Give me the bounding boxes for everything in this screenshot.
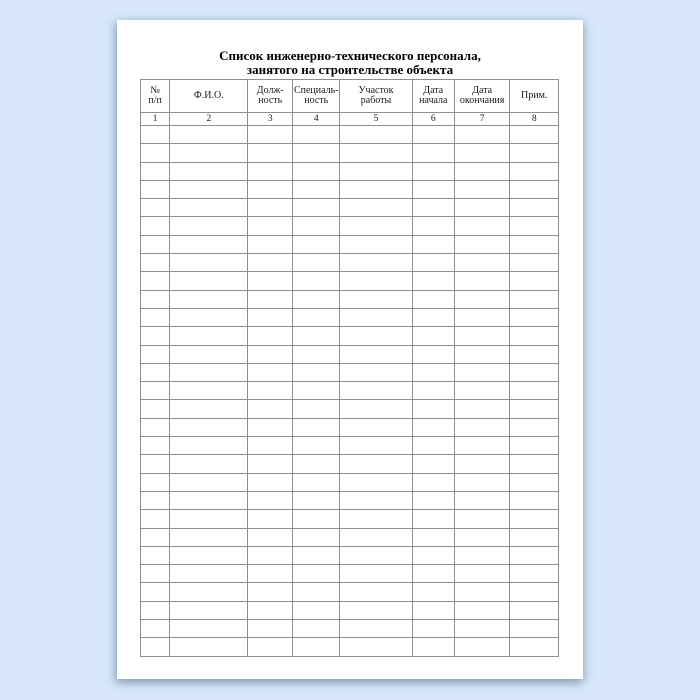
table-cell-fio: [170, 217, 248, 235]
table-row: [141, 308, 559, 326]
table-cell-work-area: [340, 400, 412, 418]
table-cell-position: [248, 437, 293, 455]
table-cell-fio: [170, 180, 248, 198]
table-cell-end-date: [454, 162, 510, 180]
table-cell-work-area: [340, 620, 412, 638]
table-cell-position: [248, 601, 293, 619]
table-row: [141, 601, 559, 619]
table-cell-note: [510, 308, 559, 326]
table-cell-note: [510, 144, 559, 162]
table-cell-fio: [170, 290, 248, 308]
table-cell-note: [510, 546, 559, 564]
table-cell-end-date: [454, 235, 510, 253]
table-cell-fio: [170, 583, 248, 601]
column-number-start-date: 6: [412, 113, 454, 126]
table-cell-row-number: [141, 290, 170, 308]
table-cell-fio: [170, 345, 248, 363]
table-cell-note: [510, 290, 559, 308]
table-cell-work-area: [340, 491, 412, 509]
table-cell-start-date: [412, 144, 454, 162]
table-cell-row-number: [141, 437, 170, 455]
table-row: [141, 455, 559, 473]
table-cell-end-date: [454, 638, 510, 656]
table-cell-note: [510, 199, 559, 217]
table-cell-work-area: [340, 235, 412, 253]
table-row: [141, 162, 559, 180]
table-cell-row-number: [141, 382, 170, 400]
table-cell-specialty: [293, 382, 340, 400]
column-header-line: Участок: [358, 84, 394, 96]
table-cell-end-date: [454, 491, 510, 509]
table-cell-row-number: [141, 180, 170, 198]
table-cell-start-date: [412, 565, 454, 583]
table-cell-fio: [170, 382, 248, 400]
table-cell-row-number: [141, 162, 170, 180]
column-header-line: п/п: [148, 95, 162, 106]
table-cell-end-date: [454, 510, 510, 528]
table-cell-work-area: [340, 418, 412, 436]
table-cell-row-number: [141, 565, 170, 583]
table-cell-row-number: [141, 491, 170, 509]
table-row: [141, 418, 559, 436]
table-cell-specialty: [293, 327, 340, 345]
table-cell-specialty: [293, 491, 340, 509]
table-cell-start-date: [412, 546, 454, 564]
table-cell-work-area: [340, 180, 412, 198]
table-cell-row-number: [141, 327, 170, 345]
table-cell-note: [510, 400, 559, 418]
table-row: [141, 583, 559, 601]
column-header-line: Дата: [423, 84, 444, 96]
table-cell-start-date: [412, 382, 454, 400]
table-cell-position: [248, 565, 293, 583]
table-cell-start-date: [412, 510, 454, 528]
table-cell-end-date: [454, 308, 510, 326]
table-cell-work-area: [340, 638, 412, 656]
document-title: [117, 49, 583, 76]
table-cell-work-area: [340, 382, 412, 400]
table-cell-row-number: [141, 546, 170, 564]
personnel-table: [140, 79, 559, 657]
table-row: [141, 565, 559, 583]
table-cell-specialty: [293, 180, 340, 198]
column-number-work-area: 5: [340, 113, 412, 126]
table-cell-specialty: [293, 601, 340, 619]
column-header-line: Прим.: [521, 89, 548, 101]
table-cell-end-date: [454, 546, 510, 564]
table-cell-fio: [170, 565, 248, 583]
table-cell-position: [248, 400, 293, 418]
column-header-line: Специаль-: [293, 84, 339, 96]
table-cell-row-number: [141, 473, 170, 491]
table-cell-row-number: [141, 400, 170, 418]
table-cell-position: [248, 162, 293, 180]
table-cell-position: [248, 418, 293, 436]
table-cell-note: [510, 491, 559, 509]
table-cell-work-area: [340, 272, 412, 290]
table-cell-work-area: [340, 126, 412, 144]
table-cell-specialty: [293, 272, 340, 290]
table-cell-position: [248, 473, 293, 491]
table-cell-specialty: [293, 363, 340, 381]
table-cell-position: [248, 290, 293, 308]
table-cell-work-area: [340, 601, 412, 619]
column-header-work-area: [340, 80, 412, 113]
table-cell-fio: [170, 327, 248, 345]
table-cell-specialty: [293, 254, 340, 272]
table-cell-position: [248, 144, 293, 162]
table-cell-end-date: [454, 620, 510, 638]
table-cell-specialty: [293, 418, 340, 436]
column-header-specialty: [293, 80, 340, 113]
table-cell-fio: [170, 126, 248, 144]
table-cell-start-date: [412, 217, 454, 235]
table-cell-note: [510, 418, 559, 436]
table-cell-position: [248, 546, 293, 564]
table-cell-specialty: [293, 290, 340, 308]
table-row: [141, 382, 559, 400]
table-cell-row-number: [141, 528, 170, 546]
table-cell-specialty: [293, 565, 340, 583]
table-cell-specialty: [293, 235, 340, 253]
column-number-row-number: 1: [141, 113, 170, 126]
table-cell-position: [248, 272, 293, 290]
table-cell-fio: [170, 455, 248, 473]
table-cell-row-number: [141, 144, 170, 162]
table-cell-specialty: [293, 437, 340, 455]
table-cell-work-area: [340, 327, 412, 345]
column-numbering-row: [141, 113, 559, 126]
column-header-end-date: [454, 80, 510, 113]
table-cell-position: [248, 345, 293, 363]
table-cell-fio: [170, 400, 248, 418]
table-row: [141, 217, 559, 235]
table-cell-note: [510, 162, 559, 180]
column-header-line: Ф.И.О.: [193, 89, 224, 101]
table-cell-note: [510, 254, 559, 272]
column-header-fio: [170, 80, 248, 113]
table-cell-work-area: [340, 546, 412, 564]
table-cell-row-number: [141, 510, 170, 528]
table-cell-fio: [170, 546, 248, 564]
table-cell-work-area: [340, 345, 412, 363]
table-cell-row-number: [141, 363, 170, 381]
table-cell-work-area: [340, 473, 412, 491]
table-row: [141, 510, 559, 528]
table-cell-start-date: [412, 473, 454, 491]
table-cell-specialty: [293, 583, 340, 601]
table-cell-note: [510, 345, 559, 363]
table-row: [141, 144, 559, 162]
column-header-position: [248, 80, 293, 113]
table-cell-start-date: [412, 290, 454, 308]
table-cell-work-area: [340, 162, 412, 180]
table-cell-end-date: [454, 199, 510, 217]
table-cell-start-date: [412, 455, 454, 473]
table-cell-end-date: [454, 583, 510, 601]
table-cell-start-date: [412, 272, 454, 290]
table-cell-specialty: [293, 473, 340, 491]
table-cell-start-date: [412, 235, 454, 253]
table-cell-position: [248, 235, 293, 253]
table-cell-work-area: [340, 455, 412, 473]
table-row: [141, 400, 559, 418]
table-cell-note: [510, 272, 559, 290]
table-cell-row-number: [141, 638, 170, 656]
table-cell-position: [248, 217, 293, 235]
table-cell-row-number: [141, 308, 170, 326]
table-row: [141, 199, 559, 217]
table-row: [141, 363, 559, 381]
table-cell-row-number: [141, 620, 170, 638]
table-cell-specialty: [293, 308, 340, 326]
table-cell-work-area: [340, 217, 412, 235]
table-cell-note: [510, 510, 559, 528]
table-cell-work-area: [340, 199, 412, 217]
column-header-line: работы: [360, 95, 392, 106]
table-cell-note: [510, 601, 559, 619]
column-header-line: окончания: [459, 95, 505, 106]
column-number-fio: 2: [170, 113, 248, 126]
table-cell-fio: [170, 437, 248, 455]
table-cell-position: [248, 126, 293, 144]
table-cell-row-number: [141, 583, 170, 601]
table-cell-work-area: [340, 290, 412, 308]
table-cell-start-date: [412, 199, 454, 217]
table-cell-note: [510, 327, 559, 345]
table-cell-start-date: [412, 180, 454, 198]
column-header-line: ность: [304, 95, 329, 106]
table-row: [141, 345, 559, 363]
table-cell-start-date: [412, 437, 454, 455]
table-cell-note: [510, 180, 559, 198]
table-cell-work-area: [340, 583, 412, 601]
table-cell-end-date: [454, 455, 510, 473]
table-cell-note: [510, 583, 559, 601]
table-cell-end-date: [454, 473, 510, 491]
table-cell-fio: [170, 162, 248, 180]
column-header-line: ность: [258, 95, 283, 106]
table-cell-start-date: [412, 345, 454, 363]
table-cell-end-date: [454, 144, 510, 162]
table-cell-specialty: [293, 455, 340, 473]
table-cell-start-date: [412, 583, 454, 601]
document-title-line-1: Список инженерно-технического персонала,: [219, 48, 481, 63]
table-cell-end-date: [454, 601, 510, 619]
table-cell-work-area: [340, 528, 412, 546]
table-cell-end-date: [454, 217, 510, 235]
column-header-row-number: [141, 80, 170, 113]
table-cell-row-number: [141, 254, 170, 272]
table-cell-row-number: [141, 272, 170, 290]
table-cell-position: [248, 327, 293, 345]
table-row: [141, 272, 559, 290]
table-row: [141, 528, 559, 546]
table-cell-note: [510, 217, 559, 235]
table-cell-end-date: [454, 126, 510, 144]
table-cell-specialty: [293, 162, 340, 180]
table-cell-fio: [170, 235, 248, 253]
column-header-note: [510, 80, 559, 113]
table-cell-fio: [170, 491, 248, 509]
table-cell-end-date: [454, 180, 510, 198]
table-cell-end-date: [454, 528, 510, 546]
document-page: [117, 20, 583, 679]
table-cell-fio: [170, 144, 248, 162]
table-cell-row-number: [141, 345, 170, 363]
table-cell-start-date: [412, 418, 454, 436]
table-cell-position: [248, 620, 293, 638]
table-row: [141, 327, 559, 345]
table-cell-end-date: [454, 327, 510, 345]
table-cell-position: [248, 363, 293, 381]
table-cell-fio: [170, 199, 248, 217]
table-cell-specialty: [293, 126, 340, 144]
table-cell-fio: [170, 473, 248, 491]
table-cell-start-date: [412, 601, 454, 619]
table-cell-start-date: [412, 327, 454, 345]
table-cell-work-area: [340, 437, 412, 455]
table-cell-fio: [170, 510, 248, 528]
table-cell-row-number: [141, 126, 170, 144]
table-row: [141, 620, 559, 638]
table-cell-end-date: [454, 363, 510, 381]
table-cell-end-date: [454, 565, 510, 583]
table-cell-specialty: [293, 217, 340, 235]
table-cell-note: [510, 638, 559, 656]
table-cell-position: [248, 455, 293, 473]
table-row: [141, 180, 559, 198]
table-row: [141, 290, 559, 308]
table-cell-fio: [170, 308, 248, 326]
table-cell-note: [510, 126, 559, 144]
table-cell-end-date: [454, 272, 510, 290]
table-row: [141, 638, 559, 656]
table-cell-position: [248, 528, 293, 546]
table-row: [141, 235, 559, 253]
table-cell-note: [510, 455, 559, 473]
table-cell-fio: [170, 254, 248, 272]
column-header-start-date: [412, 80, 454, 113]
table-cell-row-number: [141, 601, 170, 619]
table-cell-position: [248, 382, 293, 400]
table-cell-work-area: [340, 308, 412, 326]
column-number-specialty: 4: [293, 113, 340, 126]
table-cell-start-date: [412, 528, 454, 546]
table-cell-position: [248, 308, 293, 326]
table-cell-position: [248, 638, 293, 656]
table-cell-row-number: [141, 217, 170, 235]
table-cell-end-date: [454, 382, 510, 400]
table-cell-note: [510, 382, 559, 400]
table-cell-row-number: [141, 199, 170, 217]
table-cell-specialty: [293, 546, 340, 564]
table-cell-note: [510, 620, 559, 638]
table-cell-row-number: [141, 455, 170, 473]
table-row: [141, 473, 559, 491]
table-cell-note: [510, 363, 559, 381]
table-cell-position: [248, 510, 293, 528]
table-cell-start-date: [412, 363, 454, 381]
column-header-line: Долж-: [256, 84, 284, 96]
table-row: [141, 254, 559, 272]
table-cell-work-area: [340, 254, 412, 272]
table-cell-specialty: [293, 345, 340, 363]
table-cell-end-date: [454, 254, 510, 272]
table-cell-specialty: [293, 620, 340, 638]
table-cell-note: [510, 235, 559, 253]
table-cell-end-date: [454, 400, 510, 418]
table-cell-fio: [170, 418, 248, 436]
table-header-row: [141, 80, 559, 113]
table-cell-fio: [170, 272, 248, 290]
column-header-line: Дата: [472, 84, 493, 96]
column-header-line: начала: [419, 95, 448, 106]
table-cell-end-date: [454, 437, 510, 455]
table-cell-work-area: [340, 510, 412, 528]
table-cell-fio: [170, 528, 248, 546]
table-cell-fio: [170, 620, 248, 638]
table-cell-fio: [170, 363, 248, 381]
table-cell-specialty: [293, 400, 340, 418]
table-cell-work-area: [340, 144, 412, 162]
table-cell-start-date: [412, 638, 454, 656]
table-cell-specialty: [293, 144, 340, 162]
table-cell-end-date: [454, 418, 510, 436]
table-cell-position: [248, 491, 293, 509]
table-row: [141, 437, 559, 455]
table-cell-row-number: [141, 418, 170, 436]
table-cell-fio: [170, 638, 248, 656]
table-cell-start-date: [412, 126, 454, 144]
table-cell-note: [510, 437, 559, 455]
table-cell-note: [510, 473, 559, 491]
table-cell-work-area: [340, 565, 412, 583]
table-cell-start-date: [412, 400, 454, 418]
table-cell-specialty: [293, 638, 340, 656]
table-cell-start-date: [412, 254, 454, 272]
table-row: [141, 491, 559, 509]
table-cell-specialty: [293, 528, 340, 546]
table-row: [141, 126, 559, 144]
table-cell-position: [248, 180, 293, 198]
table-cell-end-date: [454, 290, 510, 308]
table-cell-position: [248, 199, 293, 217]
table-cell-start-date: [412, 162, 454, 180]
table-cell-start-date: [412, 308, 454, 326]
table-cell-fio: [170, 601, 248, 619]
column-header-line: №: [150, 84, 160, 96]
table-cell-note: [510, 565, 559, 583]
document-title-line-2: занятого на строительстве объекта: [246, 61, 454, 77]
column-number-position: 3: [248, 113, 293, 126]
table-cell-start-date: [412, 620, 454, 638]
table-cell-end-date: [454, 345, 510, 363]
table-cell-specialty: [293, 510, 340, 528]
table-row: [141, 546, 559, 564]
column-number-note: 8: [510, 113, 559, 126]
table-cell-start-date: [412, 491, 454, 509]
table-cell-position: [248, 254, 293, 272]
table-cell-row-number: [141, 235, 170, 253]
table-cell-note: [510, 528, 559, 546]
table-cell-position: [248, 583, 293, 601]
table-cell-specialty: [293, 199, 340, 217]
table-cell-work-area: [340, 363, 412, 381]
column-number-end-date: 7: [454, 113, 510, 126]
